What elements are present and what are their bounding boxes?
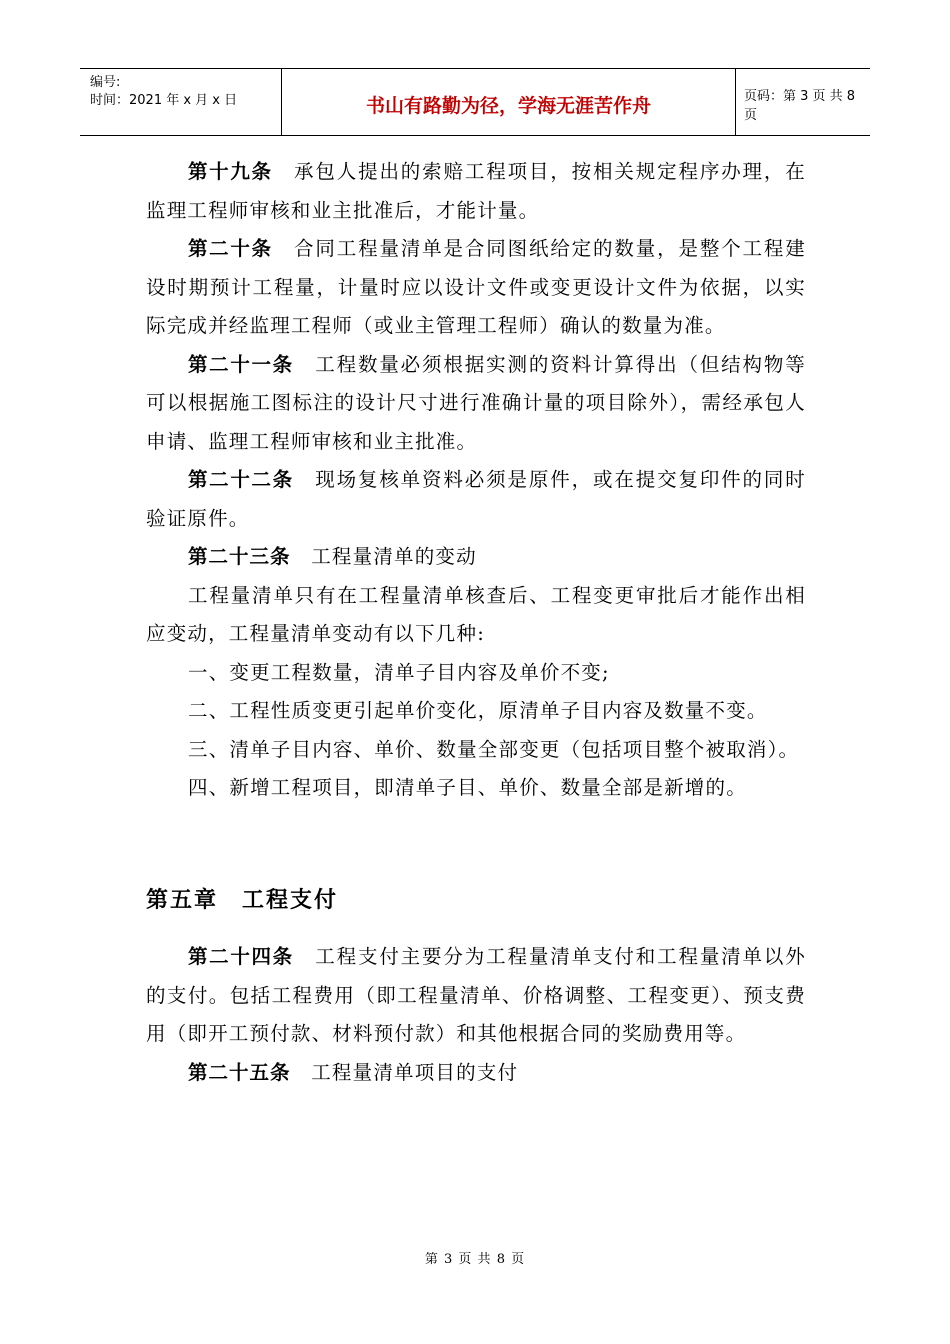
article-20	[146, 230, 806, 346]
article-text: 工程量清单的变动	[311, 545, 477, 568]
article-title: 第二十一条	[188, 352, 294, 376]
article-title: 第二十条	[188, 237, 273, 260]
article-title: 第二十三条	[188, 545, 291, 568]
article-21	[146, 346, 806, 462]
article-title: 第十九条	[188, 160, 273, 183]
header-motto: 书山有路勤为径，学海无涯苦作舟	[282, 69, 736, 135]
article-text: 工程支付主要分为工程量清单支付和工程量清单以外的支付。包括工程费用（即工程量清单、价格调整、工程变更）、预支费用（即开工预付款、材料预付款）和其他根据合同的奖励费用等。	[146, 945, 806, 1045]
list-item: 四、新增工程项目，即清单子目、单价、数量全部是新增的。	[188, 776, 747, 799]
article-25	[146, 1054, 806, 1093]
article-23-body: 工程量清单只有在工程量清单核查后、工程变更审批后才能作出相应变动，工程量清单变动有以下几种:	[146, 583, 806, 645]
list-item: 二、工程性质变更引起单价变化，原清单子目内容及数量不变。	[188, 699, 768, 722]
list-item: 三、清单子目内容、单价、数量全部变更（包括项目整个被取消）。	[188, 737, 800, 761]
article-title: 第二十四条	[188, 945, 294, 968]
article-title: 第二十二条	[188, 468, 294, 491]
article-title: 第二十五条	[188, 1060, 291, 1084]
article-22	[146, 461, 806, 538]
article-text: 合同工程量清单是合同图纸给定的数量，是整个工程建设时期预计工程量，计量时应以设计文件或变更设计文件为依据，以实际完成并经监理工程师（或业主管理工程师）确认的数量为准。	[146, 237, 806, 337]
header-page-info: 页码：第 3 页 共 8 页	[744, 89, 856, 123]
document-number: 编号:	[90, 75, 121, 90]
article-23	[146, 538, 806, 577]
article-text: 工程量清单项目的支付	[311, 1060, 519, 1084]
page-header	[80, 68, 870, 136]
article-text: 承包人提出的索赔工程项目，按相关规定程序办理，在监理工程师审核和业主批准后，才能计量。	[146, 160, 806, 222]
article-24	[146, 938, 806, 1054]
header-meta	[80, 69, 282, 135]
section-gap	[146, 808, 806, 868]
article-text: 工程数量必须根据实测的资料计算得出（但结构物等可以根据施工图标注的设计尺寸进行准确计量的项目除外），需经承包人申请、监理工程师审核和业主批准。	[146, 352, 806, 453]
chapter-title: 第五章 工程支付	[146, 887, 339, 913]
page-footer: 第 3 页 共 8 页	[424, 1252, 526, 1267]
article-19	[146, 153, 806, 230]
document-date: 时间：2021 年 x 月 x 日	[90, 93, 238, 108]
document-body	[146, 153, 806, 1092]
list-item: 一、变更工程数量，清单子目内容及单价不变;	[188, 660, 610, 684]
article-text: 现场复核单资料必须是原件，或在提交复印件的同时验证原件。	[146, 468, 806, 530]
